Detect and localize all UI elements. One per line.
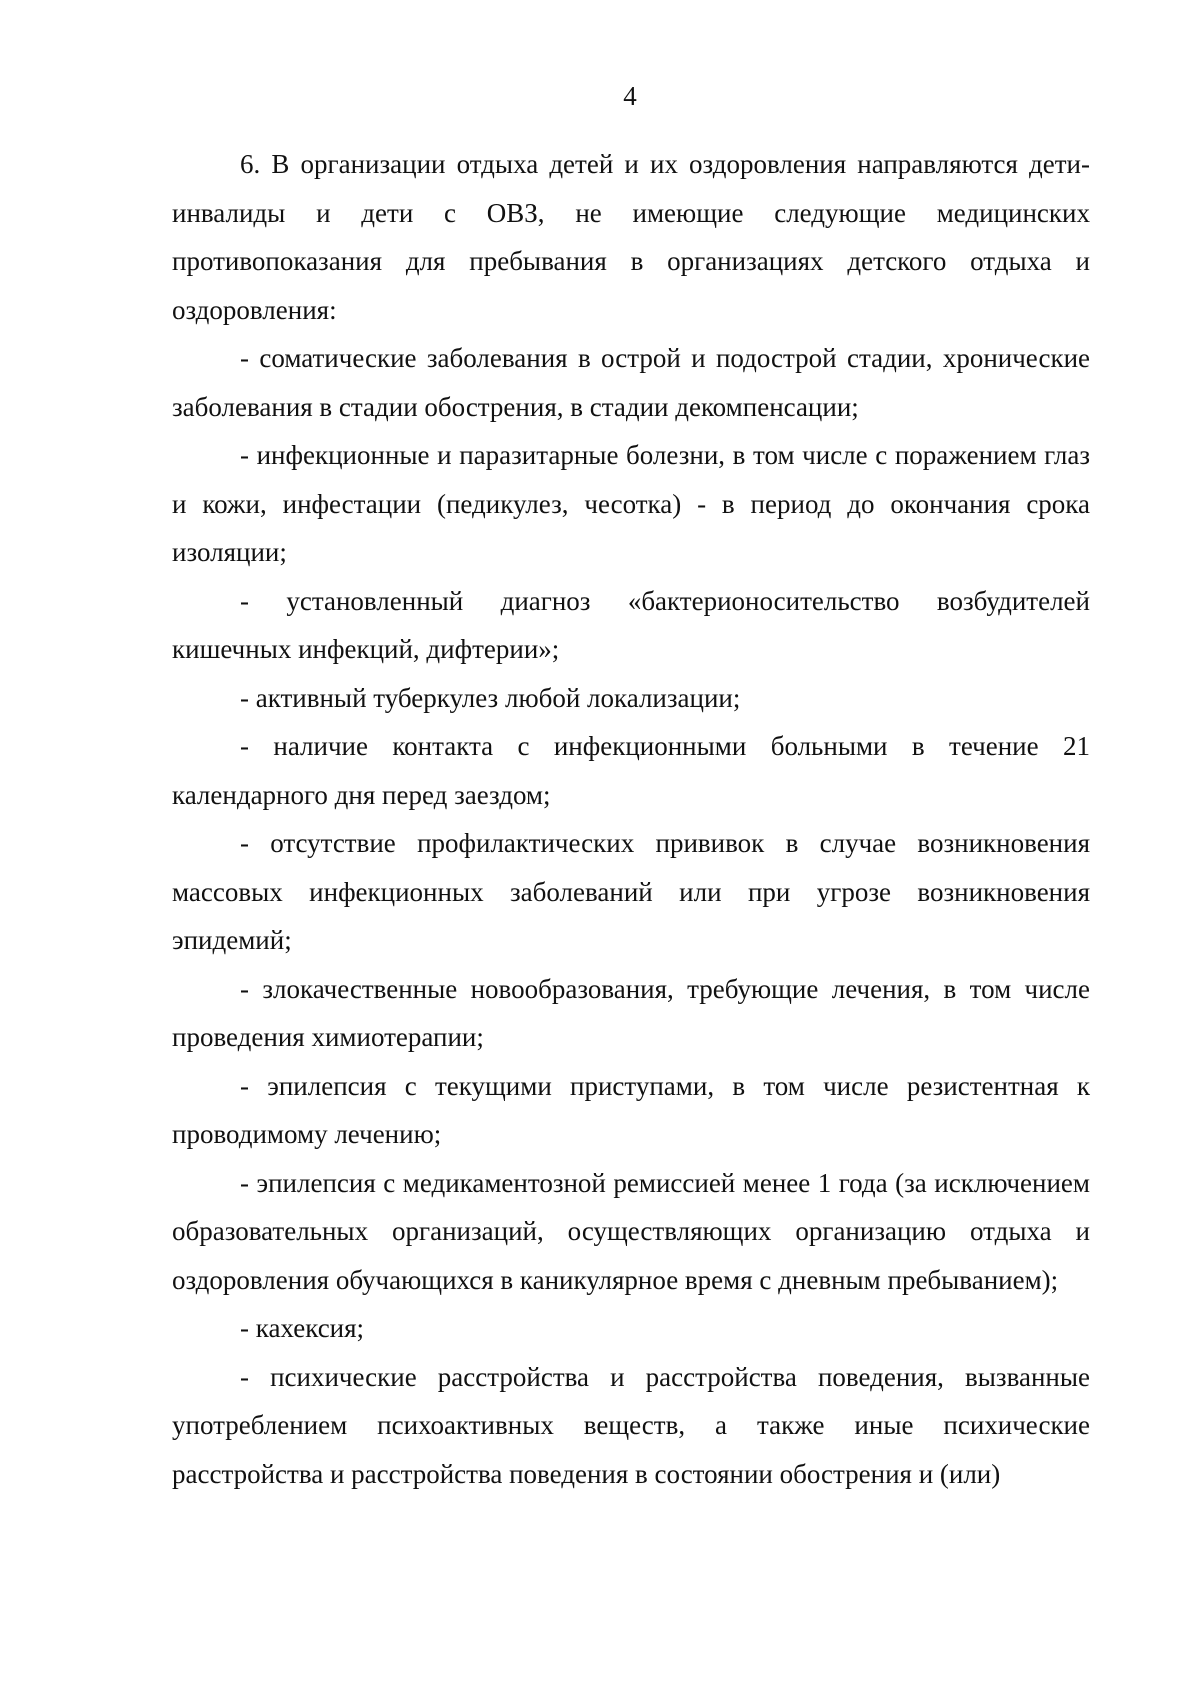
- list-item-infection-contact: - наличие контакта с инфекционными больными в течение 21 календарного дня перед заездом;: [172, 731, 1090, 810]
- list-item-tuberculosis: - активный туберкулез любой локализации;: [240, 682, 741, 713]
- list-item-mental-disorders: - психические расстройства и расстройства поведения, вызванные употреблением психоактивных веществ, а также иные психические расстройства и расстройства поведения в состоянии обострения и (или): [172, 1361, 1090, 1489]
- list-item-bacteria-carrier: - установленный диагноз «бактерионосительство возбудителей кишечных инфекций, дифтерии»;: [172, 585, 1090, 664]
- list-item-somatic-diseases: - соматические заболевания в острой и подострой стадии, хронические заболевания в стадии обострения, в стадии декомпенсации;: [172, 343, 1090, 422]
- list-item-epilepsy-remission: - эпилепсия с медикаментозной ремиссией менее 1 года (за исключением образовательных организаций, осуществляющих организацию отдыха и оздоровления обучающихся в каникулярное время с дневным пребыванием);: [172, 1167, 1090, 1295]
- list-item-infectious-diseases: - инфекционные и паразитарные болезни, в том числе с поражением глаз и кожи, инфестации (педикулез, чесотка) - в период до окончания срока изоляции;: [172, 440, 1090, 567]
- list-item-cachexia: - кахексия;: [240, 1313, 365, 1343]
- list-item-epilepsy-seizures: - эпилепсия с текущими приступами, в том числе резистентная к проводимому лечению;: [172, 1070, 1090, 1149]
- page-number: 4: [623, 81, 637, 111]
- list-item-vaccinations: - отсутствие профилактических прививок в случае возникновения массовых инфекционных заболеваний или при угрозе возникновения эпидемий;: [172, 828, 1090, 955]
- list-item-malignant-neoplasms: - злокачественные новообразования, требующие лечения, в том числе проведения химиотерапии;: [172, 973, 1090, 1052]
- paragraph-intro: 6. В организации отдыха детей и их оздоровления направляются дети-инвалиды и дети с ОВЗ, не имеющие следующие медицинских противопоказания для пребывания в организациях детского отдыха и оздоровления:: [172, 149, 1090, 325]
- document-body: [172, 140, 1090, 1498]
